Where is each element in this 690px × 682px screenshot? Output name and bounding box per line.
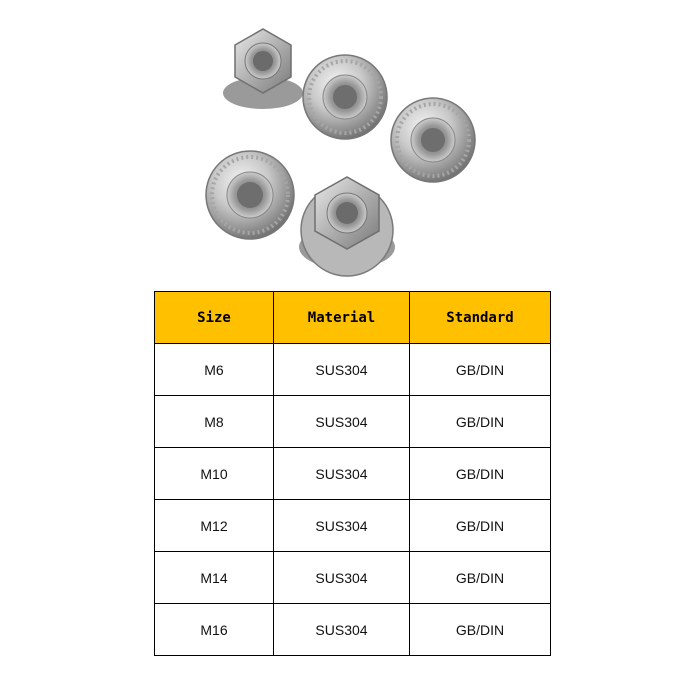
nut-top-center: [303, 55, 387, 139]
cell-material: SUS304: [274, 552, 410, 604]
flange-nuts-photo: [195, 15, 495, 290]
table-row: [155, 396, 551, 448]
spec-table: [154, 291, 551, 656]
nut-bottom-left: [206, 151, 294, 239]
cell-size: M14: [155, 552, 274, 604]
cell-size: M16: [155, 604, 274, 656]
nut-bottom-center: [299, 177, 395, 276]
nut-right: [391, 98, 475, 182]
cell-standard: GB/DIN: [410, 604, 551, 656]
cell-material: SUS304: [274, 448, 410, 500]
cell-material: SUS304: [274, 604, 410, 656]
cell-standard: GB/DIN: [410, 396, 551, 448]
header-row: [155, 292, 551, 344]
cell-material: SUS304: [274, 396, 410, 448]
cell-size: M12: [155, 500, 274, 552]
header-standard: Standard: [410, 292, 551, 344]
header-material: Material: [274, 292, 410, 344]
cell-standard: GB/DIN: [410, 500, 551, 552]
cell-standard: GB/DIN: [410, 552, 551, 604]
cell-size: M10: [155, 448, 274, 500]
cell-standard: GB/DIN: [410, 448, 551, 500]
cell-material: SUS304: [274, 344, 410, 396]
cell-standard: GB/DIN: [410, 344, 551, 396]
nut-top-left: [223, 29, 303, 109]
table-row: [155, 552, 551, 604]
cell-size: M8: [155, 396, 274, 448]
table-row: [155, 604, 551, 656]
header-size: Size: [155, 292, 274, 344]
table-row: [155, 344, 551, 396]
cell-size: M6: [155, 344, 274, 396]
table-row: [155, 500, 551, 552]
table-row: [155, 448, 551, 500]
cell-material: SUS304: [274, 500, 410, 552]
